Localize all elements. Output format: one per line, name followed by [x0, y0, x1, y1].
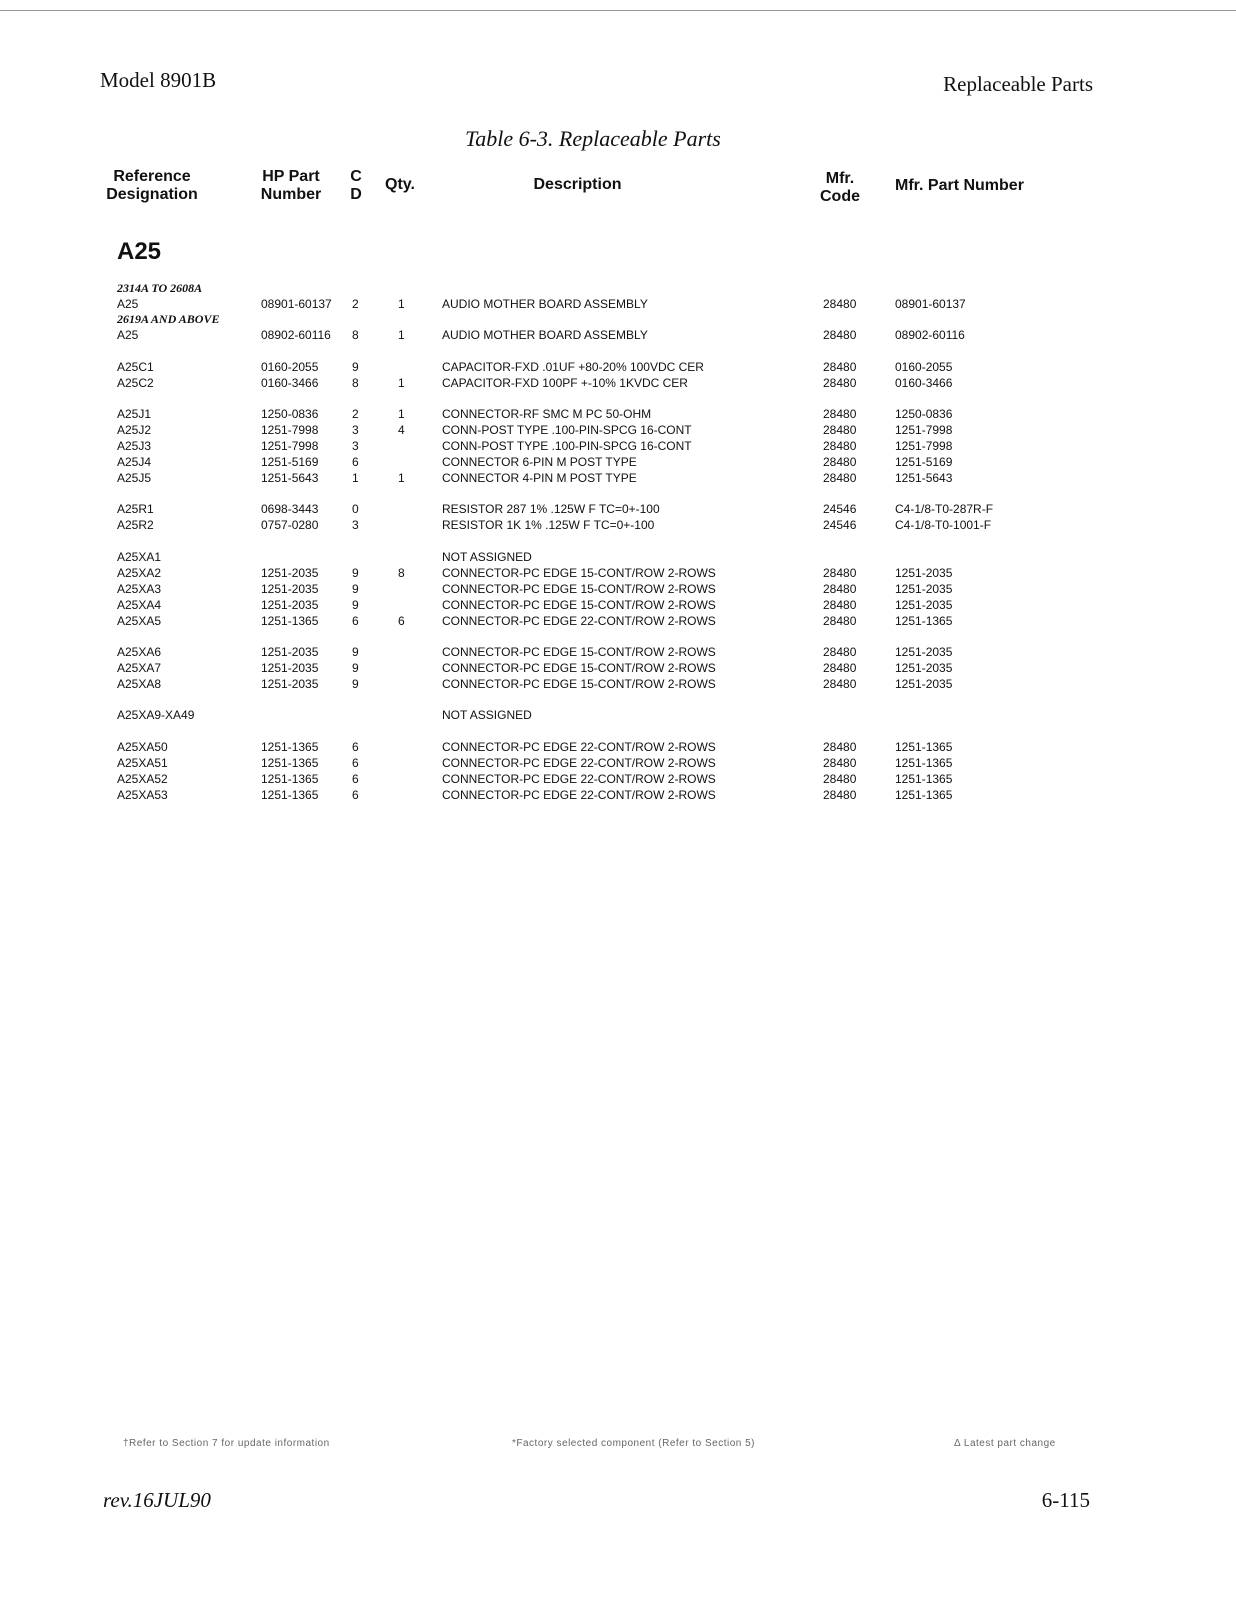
- cell-mfr-part-number: 1251-1365: [895, 772, 953, 786]
- cell-ref-designation: A25C1: [117, 360, 154, 374]
- table-row: [0, 439, 1236, 455]
- cell-description: CONNECTOR-PC EDGE 22-CONT/ROW 2-ROWS: [442, 772, 716, 786]
- cell-hp-part-number: 1251-1365: [261, 788, 319, 802]
- cell-hp-part-number: 1251-7998: [261, 423, 319, 437]
- table-row: [0, 740, 1236, 756]
- footnote-update-info: †Refer to Section 7 for update information: [123, 1438, 330, 1449]
- cell-ref-designation: A25XA1: [117, 550, 162, 564]
- cell-hp-part-number: 1251-2035: [261, 582, 319, 596]
- table-row: [0, 566, 1236, 582]
- footnote-factory-selected: *Factory selected component (Refer to Section 5): [512, 1438, 755, 1449]
- table-row: [0, 582, 1236, 598]
- cell-mfr-code: 28480: [823, 661, 857, 675]
- col-header-cd-line1: C: [350, 168, 362, 185]
- table-row: [0, 788, 1236, 804]
- cell-hp-part-number: 1251-2035: [261, 566, 319, 580]
- cell-ref-designation: A25XA50: [117, 740, 168, 754]
- cell-ref-designation: A25R1: [117, 502, 154, 516]
- cell-mfr-code: 28480: [823, 376, 857, 390]
- cell-mfr-code: 28480: [823, 423, 857, 437]
- table-row: [0, 708, 1236, 724]
- cell-mfr-part-number: 1251-2035: [895, 582, 953, 596]
- cell-mfr-code: 28480: [823, 788, 857, 802]
- cell-quantity: 1: [398, 297, 405, 311]
- cell-mfr-code: 28480: [823, 772, 857, 786]
- cell-description: AUDIO MOTHER BOARD ASSEMBLY: [442, 328, 648, 342]
- cell-description: CONNECTOR-PC EDGE 22-CONT/ROW 2-ROWS: [442, 614, 716, 628]
- col-header-qty: Qty.: [385, 176, 415, 193]
- cell-check-digit: 3: [352, 423, 359, 437]
- cell-ref-designation: A25C2: [117, 376, 154, 390]
- cell-mfr-part-number: 1251-7998: [895, 439, 953, 453]
- cell-description: CONNECTOR-PC EDGE 15-CONT/ROW 2-ROWS: [442, 566, 716, 580]
- cell-check-digit: 9: [352, 598, 359, 612]
- table-row: [0, 598, 1236, 614]
- cell-hp-part-number: 1251-2035: [261, 645, 319, 659]
- cell-quantity: 4: [398, 423, 405, 437]
- cell-ref-designation: A25: [117, 328, 139, 342]
- cell-description: CONNECTOR 6-PIN M POST TYPE: [442, 455, 637, 469]
- model-header: Model 8901B: [100, 68, 217, 92]
- cell-description: NOT ASSIGNED: [442, 708, 532, 722]
- cell-check-digit: 3: [352, 518, 359, 532]
- cell-mfr-part-number: 1250-0836: [895, 407, 953, 421]
- cell-hp-part-number: 1251-2035: [261, 661, 319, 675]
- col-header-cd: [346, 168, 366, 204]
- cell-mfr-part-number: 1251-1365: [895, 614, 953, 628]
- cell-mfr-part-number: 1251-2035: [895, 661, 953, 675]
- col-header-mfr-line1: Mfr.: [825, 170, 855, 187]
- footnote-part-change: Δ Latest part change: [954, 1438, 1056, 1449]
- cell-quantity: 1: [398, 376, 405, 390]
- cell-description: CONNECTOR-RF SMC M PC 50-OHM: [442, 407, 652, 421]
- cell-description: CONNECTOR-PC EDGE 15-CONT/ROW 2-ROWS: [442, 582, 716, 596]
- cell-check-digit: 8: [352, 328, 359, 342]
- top-rule: [0, 10, 1236, 11]
- cell-check-digit: 6: [352, 614, 359, 628]
- cell-ref-designation: A25XA9-XA49: [117, 708, 195, 722]
- cell-ref-designation: A25XA8: [117, 677, 162, 691]
- cell-description: CONN-POST TYPE .100-PIN-SPCG 16-CONT: [442, 439, 692, 453]
- page-number: 6-115: [1041, 1488, 1090, 1512]
- cell-ref-designation: A25XA6: [117, 645, 162, 659]
- cell-hp-part-number: 1250-0836: [261, 407, 319, 421]
- col-header-cd-line2: D: [350, 186, 362, 203]
- serial-group-label-2: 2619A AND ABOVE: [117, 312, 220, 326]
- cell-description: CAPACITOR-FXD 100PF +-10% 1KVDC CER: [442, 376, 688, 390]
- cell-check-digit: 6: [352, 740, 359, 754]
- cell-mfr-code: 28480: [823, 566, 857, 580]
- table-row: [0, 756, 1236, 772]
- cell-ref-designation: A25XA3: [117, 582, 162, 596]
- table-row: [0, 407, 1236, 423]
- cell-hp-part-number: 1251-5643: [261, 471, 319, 485]
- cell-check-digit: 9: [352, 661, 359, 675]
- table-row: [0, 550, 1236, 566]
- cell-mfr-code: 28480: [823, 740, 857, 754]
- col-header-reference-line1: Reference: [113, 168, 191, 185]
- cell-description: CONNECTOR-PC EDGE 22-CONT/ROW 2-ROWS: [442, 740, 716, 754]
- cell-mfr-code: 28480: [823, 471, 857, 485]
- revision-label: rev.16JUL90: [103, 1488, 211, 1512]
- cell-hp-part-number: 08901-60137: [261, 297, 332, 311]
- cell-ref-designation: A25XA4: [117, 598, 162, 612]
- cell-check-digit: 6: [352, 772, 359, 786]
- cell-check-digit: 6: [352, 788, 359, 802]
- col-header-hp-part: [255, 168, 327, 204]
- cell-mfr-code: 24546: [823, 502, 857, 516]
- cell-hp-part-number: 0698-3443: [261, 502, 319, 516]
- cell-mfr-part-number: 1251-1365: [895, 756, 953, 770]
- col-header-description: Description: [533, 176, 622, 193]
- cell-check-digit: 9: [352, 645, 359, 659]
- cell-mfr-part-number: 1251-1365: [895, 740, 953, 754]
- table-row: [0, 661, 1236, 677]
- table-row: [0, 518, 1236, 534]
- cell-check-digit: 6: [352, 756, 359, 770]
- table-row: [0, 297, 1236, 313]
- cell-mfr-code: 28480: [823, 297, 857, 311]
- cell-mfr-code: 24546: [823, 518, 857, 532]
- cell-mfr-part-number: 1251-2035: [895, 645, 953, 659]
- table-row: [0, 328, 1236, 344]
- section-label: A25: [117, 238, 162, 265]
- cell-check-digit: 0: [352, 502, 359, 516]
- table-row: [0, 455, 1236, 471]
- cell-mfr-code: 28480: [823, 677, 857, 691]
- cell-check-digit: 6: [352, 455, 359, 469]
- cell-hp-part-number: 0160-3466: [261, 376, 319, 390]
- cell-mfr-code: 28480: [823, 407, 857, 421]
- cell-ref-designation: A25: [117, 297, 139, 311]
- cell-mfr-part-number: 08901-60137: [895, 297, 966, 311]
- cell-description: CONNECTOR-PC EDGE 15-CONT/ROW 2-ROWS: [442, 661, 716, 675]
- cell-ref-designation: A25XA5: [117, 614, 162, 628]
- table-row: [0, 772, 1236, 788]
- col-header-mfr-code: [815, 170, 865, 206]
- table-row: [0, 376, 1236, 392]
- cell-check-digit: 9: [352, 566, 359, 580]
- cell-description: CONNECTOR-PC EDGE 15-CONT/ROW 2-ROWS: [442, 645, 716, 659]
- cell-ref-designation: A25XA52: [117, 772, 168, 786]
- cell-ref-designation: A25XA7: [117, 661, 162, 675]
- cell-ref-designation: A25J5: [117, 471, 152, 485]
- cell-mfr-code: 28480: [823, 455, 857, 469]
- cell-quantity: 1: [398, 328, 405, 342]
- cell-check-digit: 2: [352, 297, 359, 311]
- cell-description: RESISTOR 1K 1% .125W F TC=0+-100: [442, 518, 655, 532]
- cell-mfr-part-number: 0160-3466: [895, 376, 953, 390]
- cell-description: RESISTOR 287 1% .125W F TC=0+-100: [442, 502, 660, 516]
- cell-check-digit: 2: [352, 407, 359, 421]
- cell-mfr-part-number: 1251-5643: [895, 471, 953, 485]
- table-title: Table 6-3. Replaceable Parts: [465, 126, 721, 151]
- cell-quantity: 6: [398, 614, 405, 628]
- cell-ref-designation: A25J1: [117, 407, 152, 421]
- col-header-mfr-line2: Code: [820, 188, 860, 205]
- cell-mfr-part-number: 0160-2055: [895, 360, 953, 374]
- cell-quantity: 8: [398, 566, 405, 580]
- cell-description: AUDIO MOTHER BOARD ASSEMBLY: [442, 297, 648, 311]
- cell-description: CONNECTOR-PC EDGE 22-CONT/ROW 2-ROWS: [442, 788, 716, 802]
- col-header-mfr-part-number: Mfr. Part Number: [895, 177, 1024, 194]
- cell-mfr-code: 28480: [823, 756, 857, 770]
- col-header-reference-line2: Designation: [106, 186, 198, 203]
- section-header: Replaceable Parts: [943, 72, 1093, 96]
- cell-mfr-part-number: 1251-5169: [895, 455, 953, 469]
- cell-ref-designation: A25J2: [117, 423, 152, 437]
- serial-group-label-1: 2314A TO 2608A: [117, 281, 203, 295]
- cell-mfr-code: 28480: [823, 439, 857, 453]
- cell-check-digit: 9: [352, 677, 359, 691]
- cell-mfr-part-number: 08902-60116: [895, 328, 965, 342]
- cell-mfr-part-number: 1251-2035: [895, 677, 953, 691]
- cell-check-digit: 9: [352, 360, 359, 374]
- col-header-hp-line1: HP Part: [262, 168, 320, 185]
- cell-hp-part-number: 08902-60116: [261, 328, 331, 342]
- cell-hp-part-number: 1251-1365: [261, 756, 319, 770]
- cell-mfr-code: 28480: [823, 360, 857, 374]
- col-header-hp-line2: Number: [260, 186, 322, 203]
- table-row: [0, 360, 1236, 376]
- cell-mfr-part-number: C4-1/8-T0-287R-F: [895, 502, 994, 516]
- cell-hp-part-number: 1251-1365: [261, 740, 319, 754]
- cell-ref-designation: A25XA51: [117, 756, 168, 770]
- cell-check-digit: 9: [352, 582, 359, 596]
- cell-description: CAPACITOR-FXD .01UF +80-20% 100VDC CER: [442, 360, 704, 374]
- cell-description: NOT ASSIGNED: [442, 550, 532, 564]
- table-row: [0, 502, 1236, 518]
- cell-mfr-part-number: 1251-2035: [895, 598, 953, 612]
- cell-description: CONNECTOR-PC EDGE 15-CONT/ROW 2-ROWS: [442, 677, 716, 691]
- cell-hp-part-number: 1251-1365: [261, 614, 319, 628]
- cell-quantity: 1: [398, 471, 405, 485]
- cell-ref-designation: A25XA53: [117, 788, 168, 802]
- cell-mfr-part-number: 1251-2035: [895, 566, 953, 580]
- table-row: [0, 645, 1236, 661]
- cell-hp-part-number: 0757-0280: [261, 518, 319, 532]
- table-row: [0, 471, 1236, 487]
- cell-hp-part-number: 0160-2055: [261, 360, 319, 374]
- cell-check-digit: 3: [352, 439, 359, 453]
- cell-check-digit: 1: [352, 471, 359, 485]
- cell-description: CONNECTOR-PC EDGE 15-CONT/ROW 2-ROWS: [442, 598, 716, 612]
- cell-hp-part-number: 1251-7998: [261, 439, 319, 453]
- cell-mfr-part-number: 1251-7998: [895, 423, 953, 437]
- table-row: [0, 677, 1236, 693]
- cell-ref-designation: A25J4: [117, 455, 152, 469]
- cell-ref-designation: A25XA2: [117, 566, 162, 580]
- cell-description: CONN-POST TYPE .100-PIN-SPCG 16-CONT: [442, 423, 692, 437]
- cell-mfr-code: 28480: [823, 582, 857, 596]
- cell-ref-designation: A25R2: [117, 518, 154, 532]
- cell-hp-part-number: 1251-2035: [261, 598, 319, 612]
- cell-ref-designation: A25J3: [117, 439, 152, 453]
- cell-mfr-code: 28480: [823, 598, 857, 612]
- cell-hp-part-number: 1251-1365: [261, 772, 319, 786]
- cell-quantity: 1: [398, 407, 405, 421]
- cell-hp-part-number: 1251-2035: [261, 677, 319, 691]
- cell-description: CONNECTOR 4-PIN M POST TYPE: [442, 471, 637, 485]
- cell-check-digit: 8: [352, 376, 359, 390]
- cell-mfr-part-number: 1251-1365: [895, 788, 953, 802]
- cell-description: CONNECTOR-PC EDGE 22-CONT/ROW 2-ROWS: [442, 756, 716, 770]
- table-row: [0, 423, 1236, 439]
- table-row: [0, 614, 1236, 630]
- cell-mfr-code: 28480: [823, 328, 857, 342]
- cell-mfr-code: 28480: [823, 645, 857, 659]
- col-header-reference: [104, 168, 200, 204]
- cell-hp-part-number: 1251-5169: [261, 455, 319, 469]
- cell-mfr-part-number: C4-1/8-T0-1001-F: [895, 518, 992, 532]
- cell-mfr-code: 28480: [823, 614, 857, 628]
